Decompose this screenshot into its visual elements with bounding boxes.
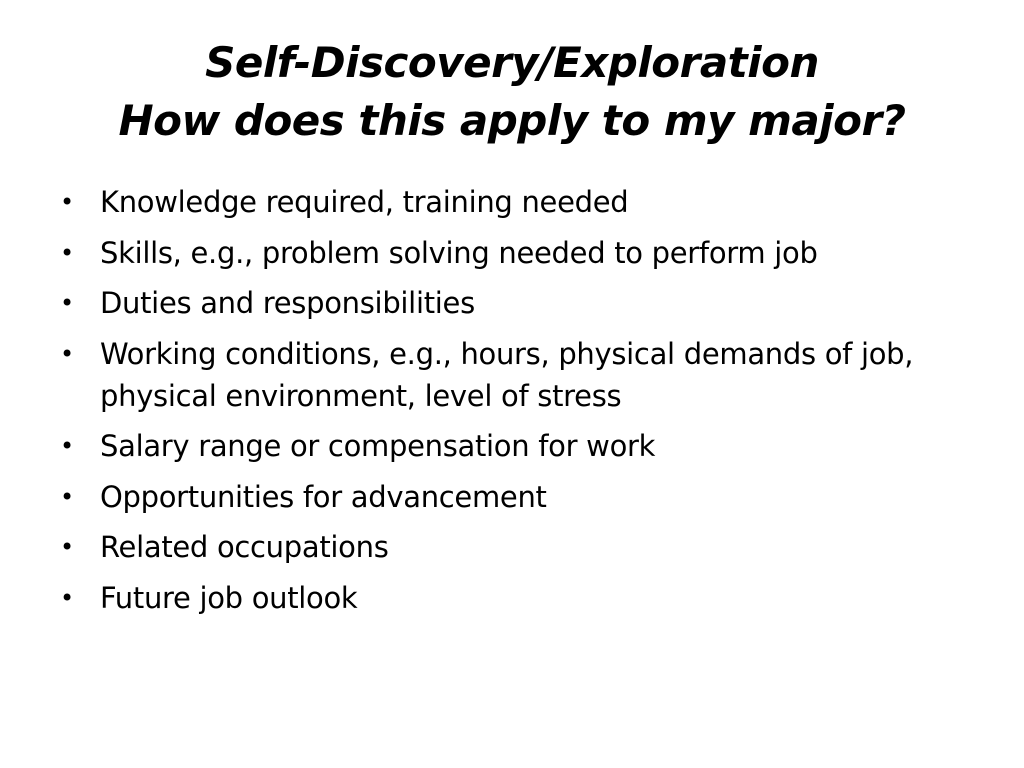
bullet-item: [60, 476, 960, 518]
bullet-icon: •: [60, 339, 74, 368]
bullet-text: Knowledge required, training needed: [100, 185, 629, 219]
bullet-text: Opportunities for advancement: [100, 479, 547, 514]
bullet-text: Future job outlook: [100, 580, 358, 615]
bullet-text: Salary range or compensation for work: [100, 429, 656, 463]
bullet-item: [60, 577, 960, 619]
bullet-icon: •: [60, 188, 74, 216]
slide-title: [60, 34, 964, 150]
bullet-item: [60, 181, 960, 223]
bullet-text: Duties and responsibilities: [100, 286, 475, 320]
bullet-icon: •: [60, 289, 74, 317]
bullet-item: [60, 425, 960, 467]
bullet-icon: •: [60, 533, 74, 561]
bullet-item: [60, 333, 960, 417]
bullet-item: [60, 232, 960, 274]
bullet-icon: •: [60, 583, 74, 612]
bullet-item: [60, 526, 960, 568]
title-line-2: How does this apply to my major?: [118, 96, 906, 145]
bullet-list: [60, 181, 960, 627]
bullet-text: Skills, e.g., problem solving needed to perform job: [100, 235, 818, 270]
bullet-icon: •: [60, 238, 74, 267]
bullet-text: Related occupations: [100, 530, 389, 564]
title-line-1: Self-Discovery/Exploration: [205, 38, 819, 87]
bullet-text: Working conditions, e.g., hours, physical demands of job, physical environment, level of stress: [100, 336, 914, 413]
bullet-icon: •: [60, 482, 74, 511]
bullet-icon: •: [60, 432, 74, 460]
bullet-item: [60, 282, 960, 324]
